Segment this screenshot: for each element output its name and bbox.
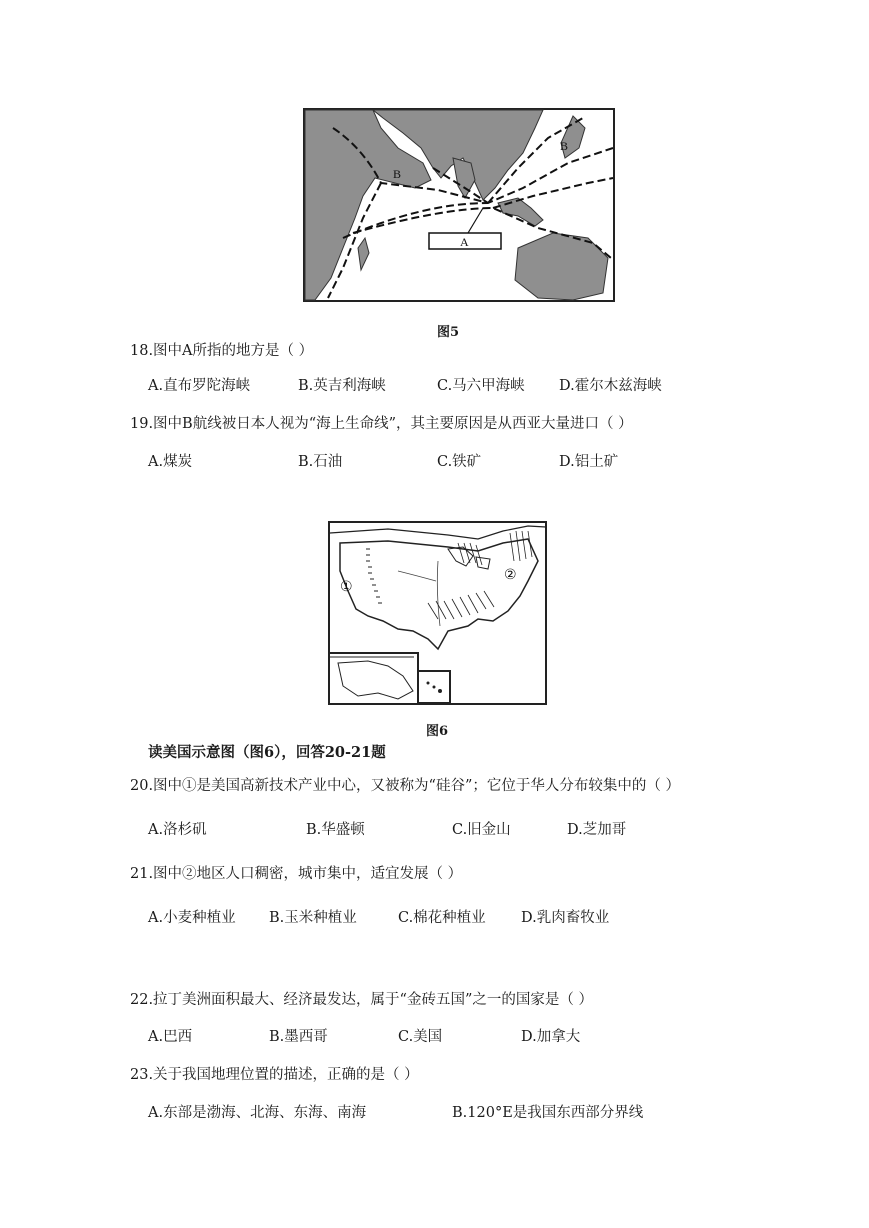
figure5-label-b-right: B [560,139,569,153]
figure5-label-b-left: B [393,167,402,181]
figure6-map [328,521,547,705]
q22-option-d: D.加拿大 [521,1029,581,1045]
q22-option-a: A.巴西 [148,1029,193,1045]
figure6-label-1: ① [340,579,353,595]
figure5-map [303,108,615,302]
question-21: 21.图中②地区人口稠密，城市集中，适宜发展（ ） [130,866,463,882]
q21-option-a: A.小麦种植业 [148,910,236,926]
q19-option-d: D.铝土矿 [559,454,619,470]
q22-option-b: B.墨西哥 [269,1029,328,1045]
figure6-label-2: ② [504,567,517,583]
figure6-caption: 图6 [426,724,449,739]
q21-option-d: D.乳肉畜牧业 [521,910,610,926]
q18-option-d: D.霍尔木兹海峡 [559,378,662,394]
q19-option-c: C.铁矿 [437,454,482,470]
q19-option-b: B.石油 [298,454,343,470]
q18-option-b: B.英吉利海峡 [298,378,386,394]
question-19: 19.图中B航线被日本人视为“海上生命线”，其主要原因是从西亚大量进口（ ） [130,416,633,432]
q23-option-b: B.120°E是我国东西部分界线 [452,1105,644,1121]
q20-option-a: A.洛杉矶 [148,822,207,838]
figure5-caption: 图5 [437,325,460,340]
q22-option-c: C.美国 [398,1029,443,1045]
q23-option-a: A.东部是渤海、北海、东海、南海 [148,1105,367,1121]
section-intro: 读美国示意图（图6），回答20-21题 [148,744,386,761]
q20-option-b: B.华盛顿 [306,822,365,838]
q21-option-c: C.棉花种植业 [398,910,486,926]
q18-option-a: A.直布罗陀海峡 [148,378,251,394]
question-18: 18.图中A所指的地方是（ ） [130,343,314,359]
q20-option-d: D.芝加哥 [567,822,627,838]
q18-option-c: C.马六甲海峡 [437,378,525,394]
question-23: 23.关于我国地理位置的描述，正确的是（ ） [130,1067,419,1083]
q20-option-c: C.旧金山 [452,822,511,838]
question-20: 20.图中①是美国高新技术产业中心，又被称为“硅谷”；它位于华人分布较集中的（ ） [130,778,680,794]
q19-option-a: A.煤炭 [148,454,193,470]
question-22: 22.拉丁美洲面积最大、经济最发达，属于“金砖五国”之一的国家是（ ） [130,992,593,1008]
q21-option-b: B.玉米种植业 [269,910,357,926]
figure5-label-a: A [460,235,469,249]
